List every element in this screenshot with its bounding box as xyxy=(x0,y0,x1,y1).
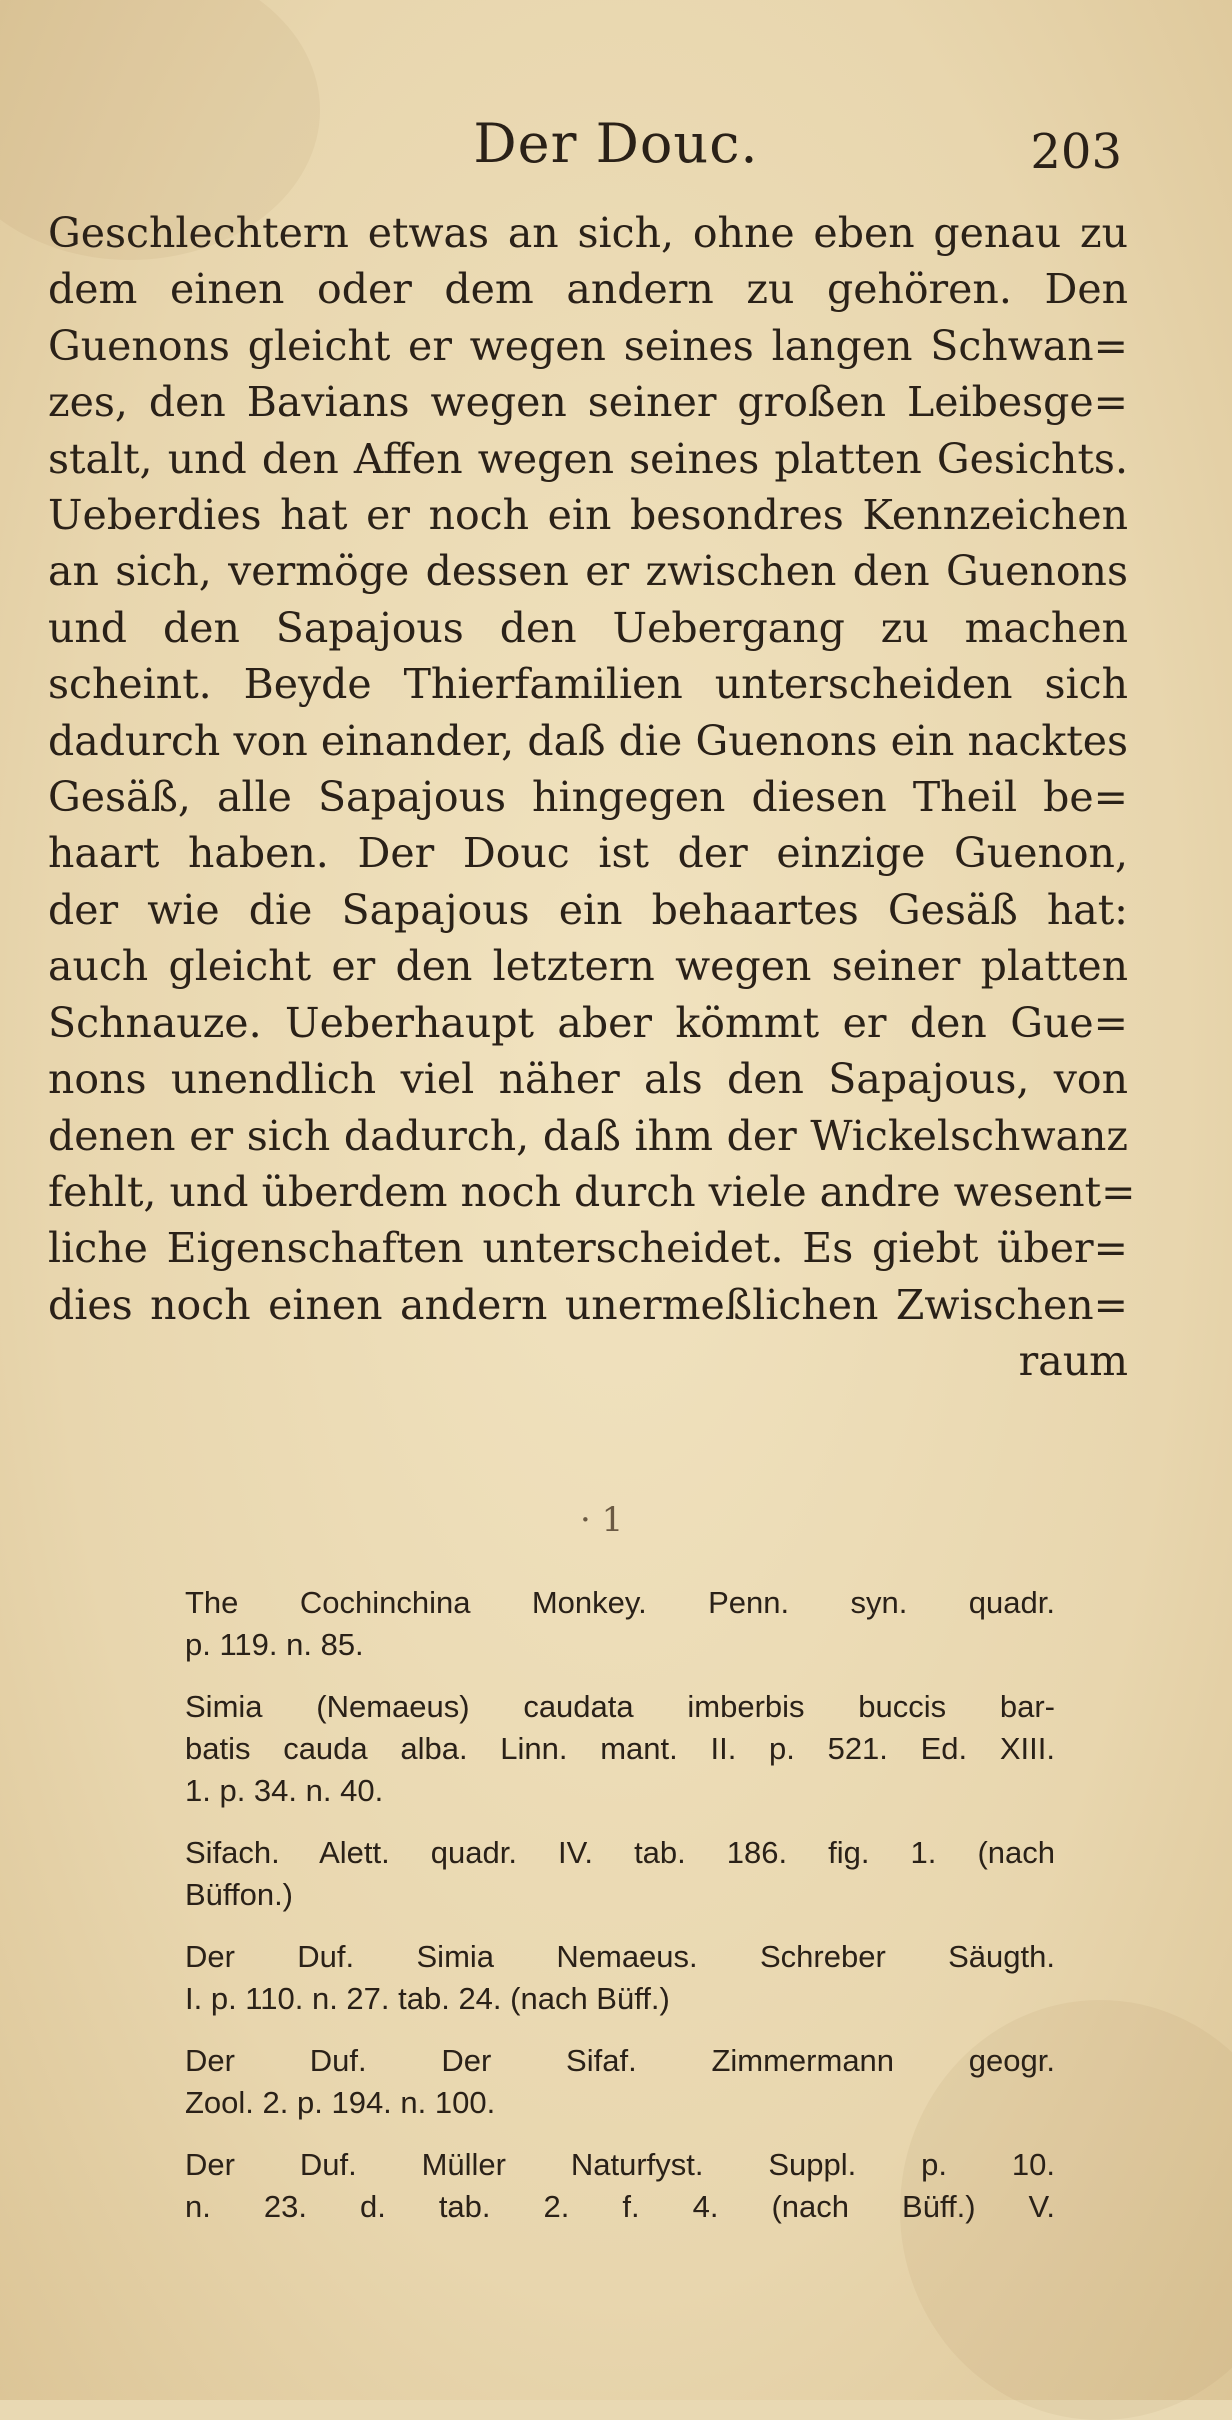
footnote-line: p. 119. n. 85. xyxy=(185,1627,364,1662)
text-line: der wie die Sapajous ein behaartes Gesäß hat: xyxy=(48,885,1128,934)
footnote-line: batis cauda alba. Linn. mant. II. p. 521. Ed. XIII. xyxy=(185,1731,1055,1766)
text-line: dadurch von einander, daß die Guenons ein nacktes xyxy=(48,716,1128,765)
footnote-line: Der Duf. Müller Naturfyst. Suppl. p. 10. xyxy=(185,2147,1055,2182)
text-line: fehlt, und überdem noch durch viele andre wesent= xyxy=(48,1167,1136,1216)
text-line: auch gleicht er den letztern wegen seiner platten xyxy=(48,942,1128,991)
footnotes xyxy=(185,1582,1055,2248)
text-line: Schnauze. Ueberhaupt aber kömmt er den Gue= xyxy=(48,998,1128,1047)
text-line: liche Eigenschaften unterscheidet. Es giebt über= xyxy=(48,1224,1128,1273)
footnote-line: Sifach. Alett. quadr. IV. tab. 186. fig. 1. (nach xyxy=(185,1835,1055,1870)
footnote-line: I. p. 110. n. 27. tab. 24. (nach Büff.) xyxy=(185,1981,670,2016)
footnote-line: Büffon.) xyxy=(185,1877,294,1912)
catchword: raum xyxy=(1018,1337,1128,1386)
running-head: Der Douc. xyxy=(473,112,759,175)
text-line: nons unendlich viel näher als den Sapajous, von xyxy=(48,1055,1128,1104)
footnote-entry xyxy=(185,1936,1055,2020)
text-line: Guenons gleicht er wegen seines langen Schwan= xyxy=(48,321,1128,370)
footnote-line: Der Duf. Der Sifaf. Zimmermann geogr. xyxy=(185,2043,1055,2078)
text-line: und den Sapajous den Uebergang zu machen xyxy=(48,603,1128,652)
footnote-entry xyxy=(185,1686,1055,1812)
footnote-entry xyxy=(185,2040,1055,2124)
text-line: stalt, und den Affen wegen seines platten Gesichts. xyxy=(48,434,1128,483)
text-line: Ueberdies hat er noch ein besondres Kennzeichen xyxy=(48,491,1128,540)
footnote-line: Der Duf. Simia Nemaeus. Schreber Säugth. xyxy=(185,1939,1055,1974)
text-line: zes, den Bavians wegen seiner großen Leibesge= xyxy=(48,378,1128,427)
signature-mark: · 1 xyxy=(580,1500,624,1540)
text-line: denen er sich dadurch, daß ihm der Wickelschwanz xyxy=(48,1111,1128,1160)
footnote-line: Simia (Nemaeus) caudata imberbis buccis bar- xyxy=(185,1689,1055,1724)
footnote-entry xyxy=(185,1582,1055,1666)
footnote-line: n. 23. d. tab. 2. f. 4. (nach Büff.) V. xyxy=(185,2189,1055,2224)
page-header xyxy=(0,112,1232,192)
text-line: Gesäß, alle Sapajous hingegen diesen Theil be= xyxy=(48,773,1128,822)
text-line: haart haben. Der Douc ist der einzige Guenon, xyxy=(48,829,1128,878)
footnote-entry xyxy=(185,2144,1055,2228)
text-line: an sich, vermöge dessen er zwischen den Guenons xyxy=(48,547,1128,596)
footnote-line: Zool. 2. p. 194. n. 100. xyxy=(185,2085,496,2120)
footnote-entry xyxy=(185,1832,1055,1916)
footnote-line: The Cochinchina Monkey. Penn. syn. quadr. xyxy=(185,1585,1055,1620)
text-line: scheint. Beyde Thierfamilien unterscheiden sich xyxy=(48,660,1128,709)
text-line: dies noch einen andern unermeßlichen Zwischen= xyxy=(48,1280,1128,1329)
body-text xyxy=(48,205,1136,1390)
text-line: dem einen oder dem andern zu gehören. Den xyxy=(48,265,1128,314)
page-number: 203 xyxy=(1030,124,1122,180)
text-line: Geschlechtern etwas an sich, ohne eben genau zu xyxy=(48,209,1128,257)
footnote-line: 1. p. 34. n. 40. xyxy=(185,1773,384,1808)
